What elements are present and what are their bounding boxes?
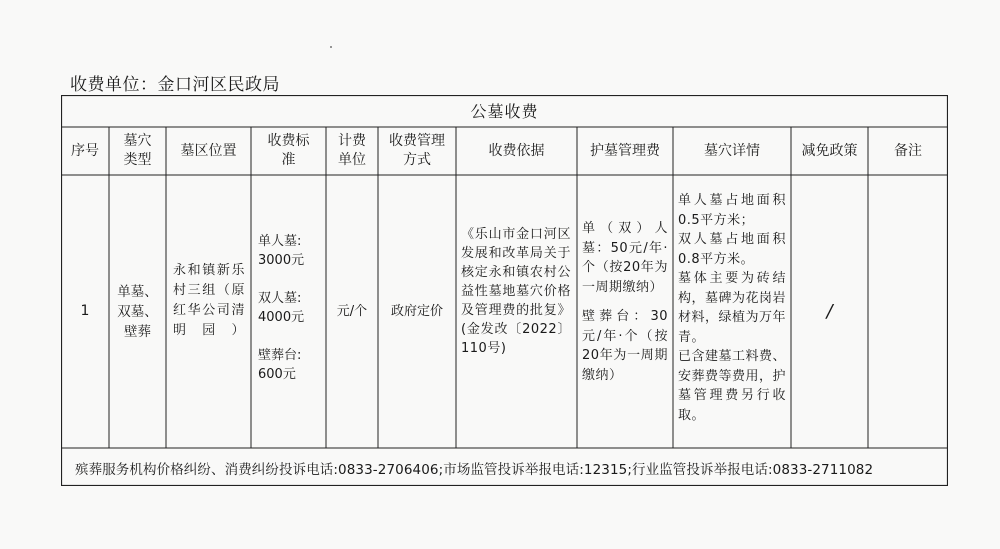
row-remarks xyxy=(868,175,948,448)
row-fee-standard xyxy=(258,232,324,384)
header-grave-details: 墓穴详情 xyxy=(704,142,760,159)
row-fee-basis: 《乐山市金口河区发展和改革局关于核定永和镇农村公益性墓地墓穴价格及管理费的批复》(金发改〔2022〕110号) xyxy=(461,227,571,356)
table-title: 公墓收费 xyxy=(470,101,539,121)
header-care-fee: 护墓管理费 xyxy=(590,142,660,159)
care-fee-wall-burial: 壁葬台：30元/年·个（按20年为一周期缴纳） xyxy=(582,309,668,383)
row-care-fee xyxy=(582,219,668,385)
care-fee-double-single: 单（双）人墓：50元/年·个（按20年为一周期缴纳） xyxy=(582,221,668,295)
header-grave-type: 墓穴 类型 xyxy=(123,133,152,168)
row-seq: 1 xyxy=(80,303,90,319)
detail-included-fees: 已含建墓工料费、安葬费等费用，护墓管理费另行收取。 xyxy=(678,349,787,423)
row-management-method: 政府定价 xyxy=(390,304,443,319)
header-remarks: 备注 xyxy=(894,142,922,159)
header-management-method: 收费管理 方式 xyxy=(389,133,445,168)
fee-wall-burial: 壁葬台: 600元 xyxy=(258,348,302,382)
fee-unit-label: 收费单位：金口河区民政局 xyxy=(70,75,280,95)
detail-structure: 墓体主要为砖结构，墓碑为花岗岩材料，绿植为万年青。 xyxy=(678,271,787,345)
header-reduction-policy: 减免政策 xyxy=(801,142,858,159)
scan-speck xyxy=(330,46,332,48)
row-reduction-policy: / xyxy=(826,301,833,322)
row-location: 永和镇新乐村三组（原红华公司清明园） xyxy=(173,263,245,338)
row-grave-details xyxy=(678,191,786,425)
header-seq: 序号 xyxy=(71,142,99,159)
header-fee-basis: 收费依据 xyxy=(488,142,545,159)
fee-double-grave: 双人墓: 4000元 xyxy=(258,291,305,325)
fee-single-grave: 单人墓: 3000元 xyxy=(258,234,305,268)
detail-single-area: 单人墓占地面积0.5平方米； xyxy=(678,193,786,228)
row-grave-type: 单墓、 双墓、 壁葬 xyxy=(117,283,158,340)
header-location: 墓区位置 xyxy=(180,142,237,159)
cemetery-fee-table xyxy=(61,95,948,486)
header-fee-standard: 收费标 准 xyxy=(267,133,310,168)
detail-double-area: 双人墓占地面积0.8平方米。 xyxy=(678,232,786,267)
complaint-hotlines: 殡葬服务机构价格纠纷、消费纠纷投诉电话:0833-2706406;市场监管投诉举报电话:12315;行业监管投诉举报电话:0833-2711082 xyxy=(75,462,874,478)
row-billing-unit: 元/个 xyxy=(336,304,368,319)
header-billing-unit: 计费 单位 xyxy=(338,133,366,168)
